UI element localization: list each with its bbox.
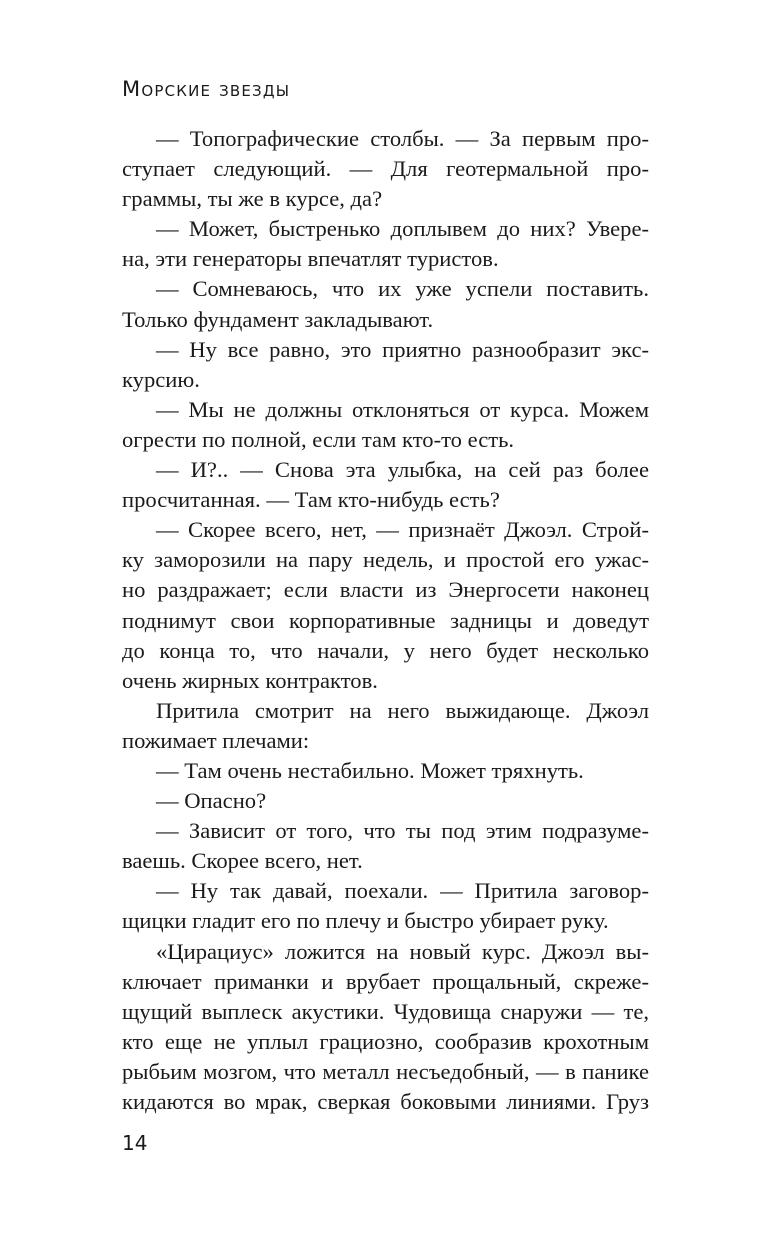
text-line: — Опасно?	[156, 788, 267, 814]
text-line: — Скорее всего, нет, — признаёт Джоэл. Строй-	[156, 517, 649, 543]
text-line: поднимут свои корпоративные задницы и доведут	[122, 607, 649, 633]
text-line: — Мы не должны отклоняться от курса. Можем	[156, 396, 649, 422]
text-line: ступает следующий. — Для геотермальной про-	[122, 156, 649, 182]
text-line: до конца то, что начали, у него будет несколько	[122, 637, 649, 663]
text-line: «Цирациус» ложится на новый курс. Джоэл вы-	[156, 938, 649, 964]
text-line: щущий выплеск акустики. Чудовища снаружи — те,	[122, 998, 649, 1024]
text-line: просчитанная. — Там кто-нибудь есть?	[122, 487, 500, 513]
text-line: Притила смотрит на него выжидающе. Джоэл	[156, 697, 649, 723]
text-line: щицки гладит его по плечу и быстро убирает руку.	[122, 908, 609, 934]
text-line: — Зависит от того, что ты под этим подразуме-	[156, 818, 649, 844]
text-line: ключает приманки и врубает прощальный, скреже-	[122, 968, 649, 994]
text-line: Только фундамент закладывают.	[122, 306, 434, 332]
text-line: очень жирных контрактов.	[122, 667, 378, 693]
text-line: граммы, ты же в курсе, да?	[122, 186, 383, 212]
text-line: — Топографические столбы. — За первым про-	[156, 126, 649, 151]
text-line: рыбьим мозгом, что металл несъедобный, — в панике	[122, 1058, 649, 1084]
text-line: кидаются во мрак, сверкая боковыми линиями. Груз	[122, 1089, 649, 1114]
text-line: ку заморозили на пару недель, и простой его ужас-	[122, 547, 649, 573]
text-line: — Там очень нестабильно. Может тряхнуть.	[156, 757, 584, 783]
text-line: пожимает плечами:	[122, 727, 310, 753]
page-number: 14	[122, 1131, 148, 1155]
text-line: ваешь. Скорее всего, нет.	[122, 848, 363, 874]
text-line: кто еще не уплыл грациозно, сообразив крохотным	[122, 1028, 649, 1054]
running-head: Морские звезды	[122, 77, 291, 101]
text-line: огрести по полной, если там кто-то есть.	[122, 426, 515, 452]
text-line: но раздражает; если власти из Энергосети наконец	[122, 577, 649, 603]
text-line: — Ну так давай, поехали. — Притила заговор-	[156, 878, 649, 904]
text-line: — Сомневаюсь, что их уже успели поставить.	[156, 276, 649, 302]
text-line: — И?.. — Снова эта улыбка, на сей раз более	[156, 457, 649, 483]
text-line: на, эти генераторы впечатлят туристов.	[122, 246, 499, 272]
body-text	[122, 124, 649, 1117]
text-line: — Ну все равно, это приятно разнообразит экс-	[156, 336, 649, 362]
text-line: курсию.	[122, 366, 200, 392]
text-line: — Может, быстренько доплывем до них? Увере-	[156, 216, 649, 242]
